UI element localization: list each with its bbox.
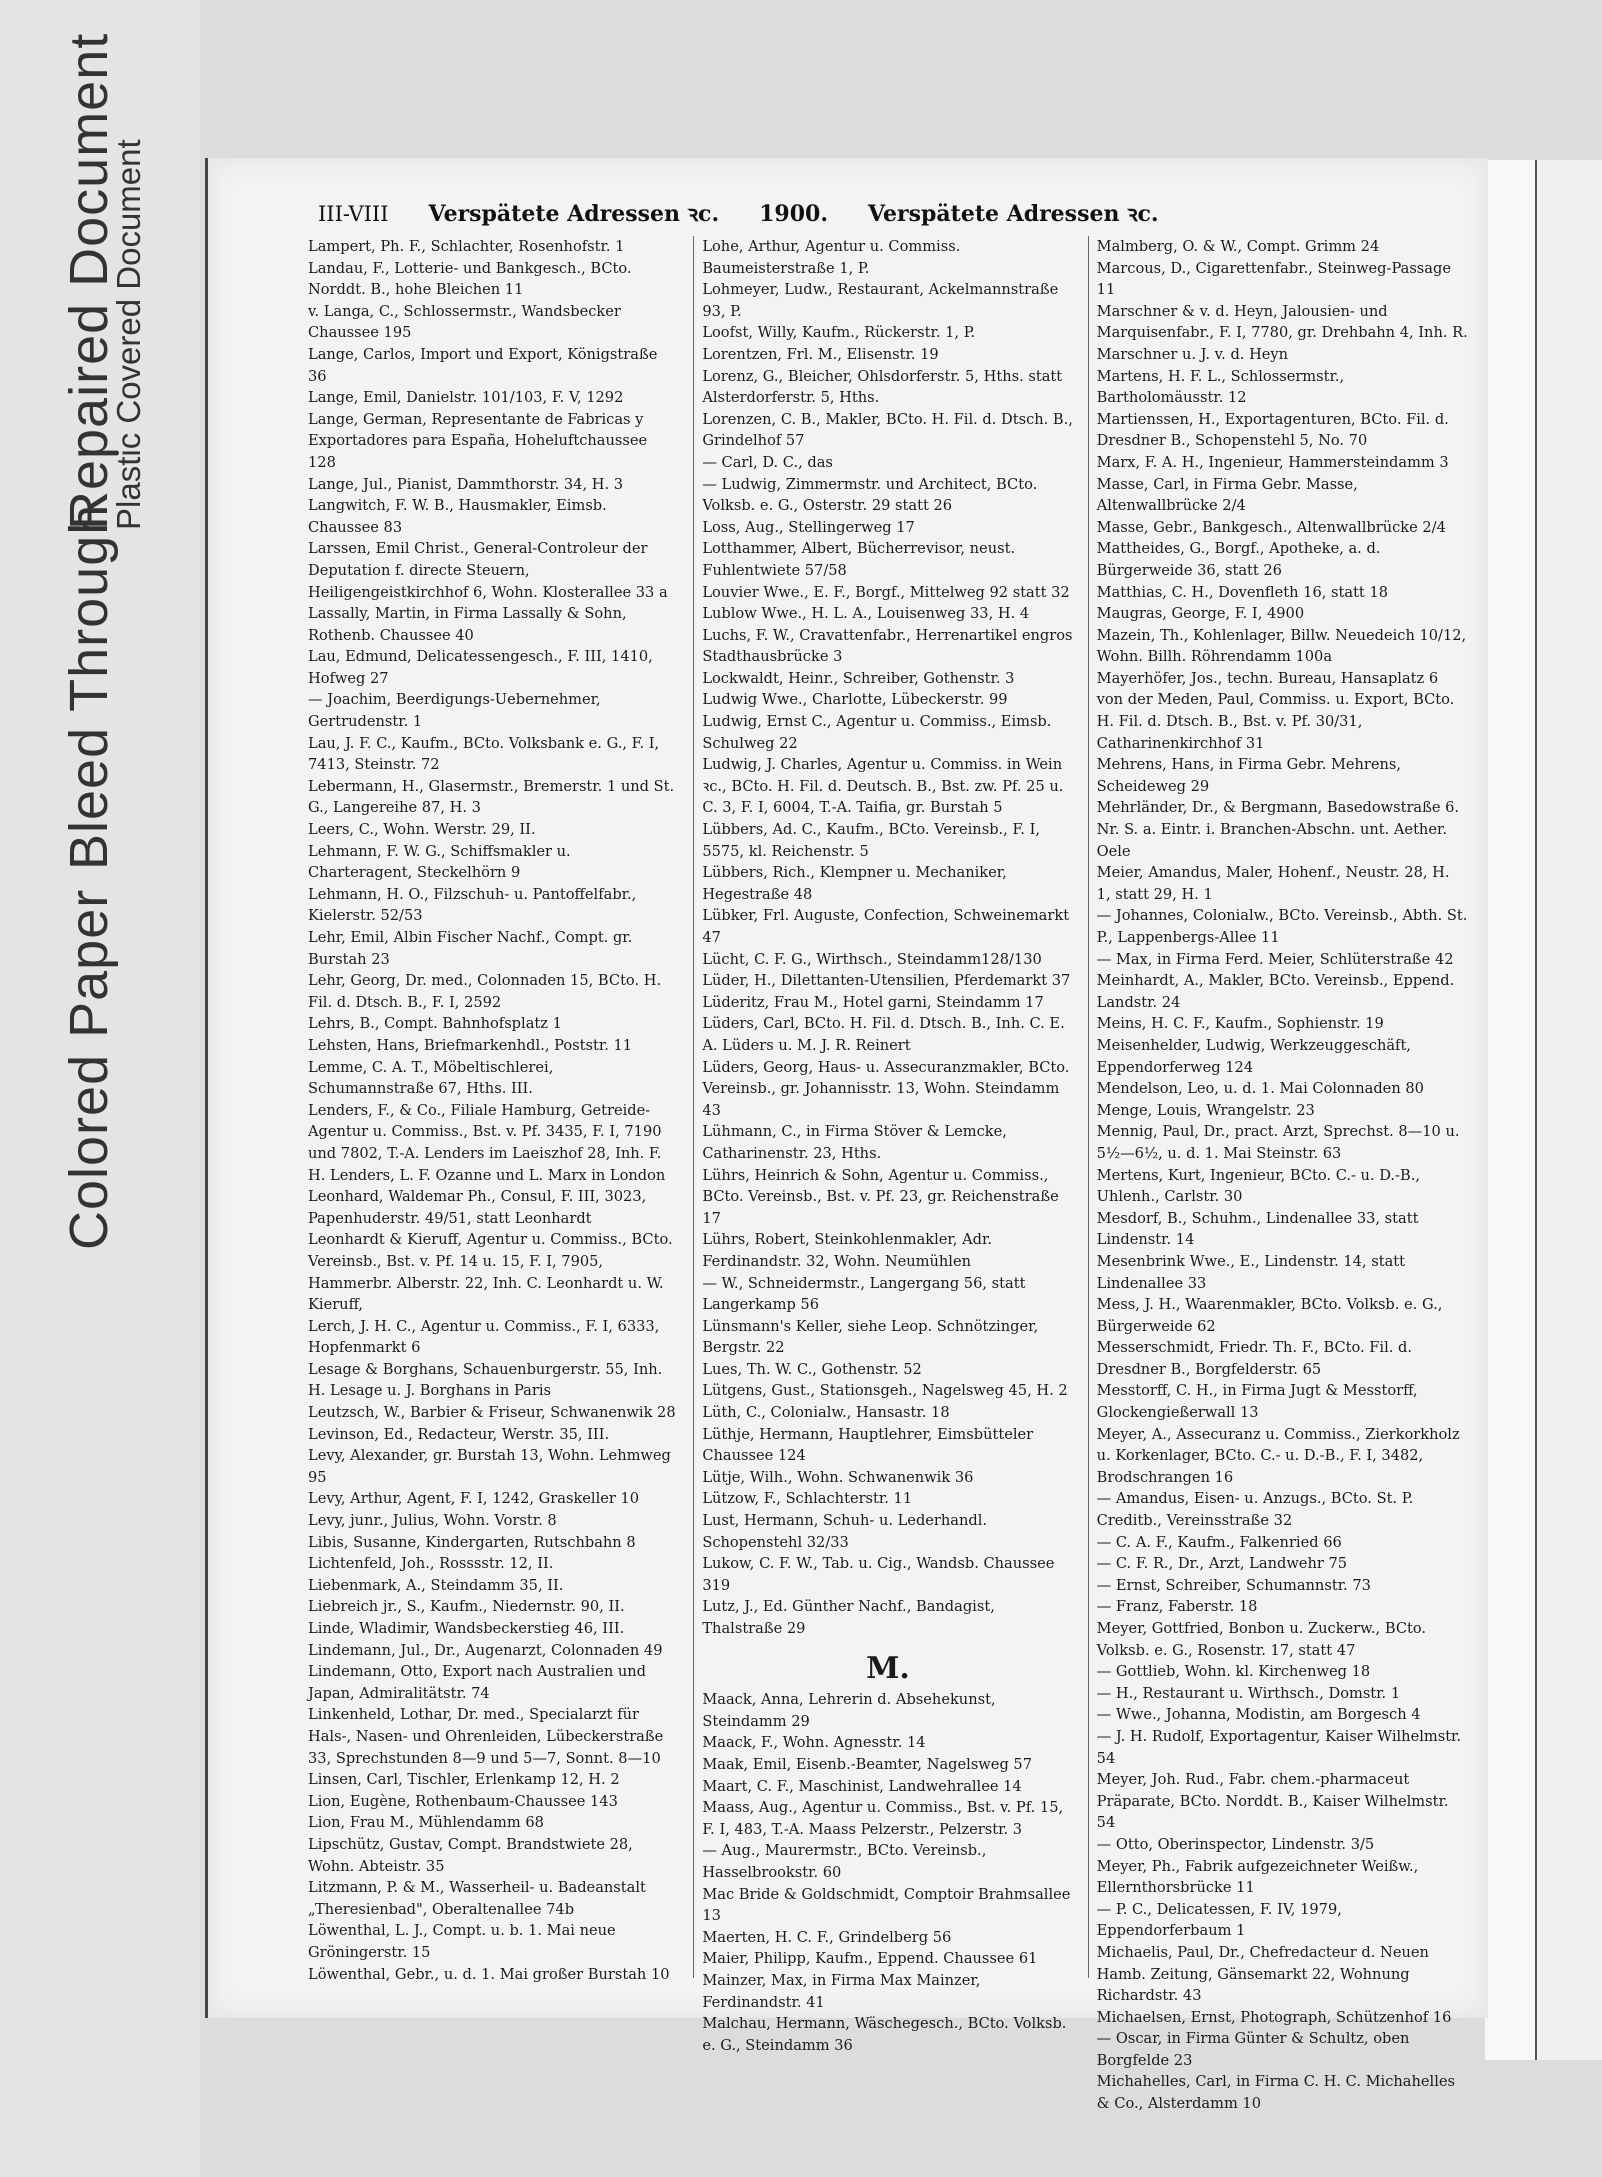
directory-entry: Menge, Louis, Wrangelstr. 23 [1096,1101,1315,1119]
directory-entry: Lorenzen, C. B., Makler, BCto. H. Fil. d. Dtsch. B., Grindelhof 57 [702,410,1073,450]
directory-entry: Lebermann, H., Glasermstr., Bremerstr. 1 und St. G., Langereihe 87, H. 3 [308,777,675,817]
header-left-title: Verspätete Adressen ꝛc. [428,201,720,227]
directory-entry: Marx, F. A. H., Ingenieur, Hammersteindamm 3 [1096,453,1449,471]
directory-entry: Lassally, Martin, in Firma Lassally & Sohn, Rothenb. Chaussee 40 [308,605,627,644]
directory-entry: Mertens, Kurt, Ingenieur, BCto. C.- u. D.-B., Uhlenh., Carlstr. 30 [1096,1166,1420,1206]
directory-entry: Ludwig, J. Charles, Agentur u. Commiss. in Wein ꝛc., BCto. H. Fil. d. Deutsch. B., Bst. zw. Pf. 25 u. C. 3, F. I, 6004, T.-A. Taifia, gr. Burstah 5 [702,756,1064,817]
directory-entry: Martienssen, H., Exportagenturen, BCto. Fil. d. Dresdner B., Schopenstehl 5, No. 70 [1096,410,1449,450]
directory-entry: — C. F. R., Dr., Arzt, Landwehr 75 [1096,1555,1348,1573]
directory-entry: Martens, H. F. L., Schlossermstr., Bartholomäusstr. 12 [1096,367,1345,407]
directory-entry: Mennig, Paul, Dr., pract. Arzt, Sprechst. 8—10 u. 5½—6½, u. d. 1. Mai Steinstr. 63 [1096,1123,1460,1162]
directory-entry: Lehr, Emil, Albin Fischer Nachf., Compt. gr. Burstah 23 [308,929,633,968]
directory-entry: Lütgens, Gust., Stationsgeh., Nagelsweg 45, H. 2 [702,1382,1068,1400]
directory-entry: — Aug., Maurermstr., BCto. Vereinsb., Hasselbrookstr. 60 [702,1842,987,1881]
directory-entry: Lehr, Georg, Dr. med., Colonnaden 15, BCto. H. Fil. d. Dtsch. B., F. I, 2592 [308,972,662,1011]
directory-entry: Lust, Hermann, Schuh- u. Lederhandl. Schopenstehl 32/33 [702,1512,988,1551]
directory-entry: — Joachim, Beerdigungs-Uebernehmer, Gertrudenstr. 1 [308,691,601,731]
directory-entry: Leonhard, Waldemar Ph., Consul, F. III, 3023, Papenhuderstr. 49/51, statt Leonhardt [308,1188,647,1227]
directory-entry: Lange, German, Representante de Fabricas y Exportadores para España, Hoheluftchaussee 128 [308,410,648,471]
directory-entry: Lützow, F., Schlachterstr. 11 [702,1490,913,1508]
directory-entry: Liebenmark, A., Steindamm 35, II. [308,1576,564,1594]
directory-entry: Lau, J. F. C., Kaufm., BCto. Volksbank e. G., F. I, 7413, Steinstr. 72 [308,734,660,774]
directory-entry: Mac Bride & Goldschmidt, Comptoir Brahmsallee 13 [702,1885,1071,1925]
directory-entry: Lüders, Carl, BCto. H. Fil. d. Dtsch. B., Inh. C. E. A. Lüders u. M. J. R. Reinert [702,1015,1065,1054]
directory-entry: Loss, Aug., Stellingerweg 17 [702,518,915,536]
directory-entry: Mayerhöfer, Jos., techn. Bureau, Hansaplatz 6 [1096,669,1439,687]
directory-entry: Marcous, D., Cigarettenfabr., Steinweg-Passage 11 [1096,259,1451,299]
directory-entry: Lübker, Frl. Auguste, Confection, Schweinemarkt 47 [702,907,1070,946]
columns [308,236,1468,2113]
directory-entry: Lübbers, Ad. C., Kaufm., BCto. Vereinsb., F. I, 5575, kl. Reichenstr. 5 [702,821,1040,860]
section-heading: M. [866,1650,910,1686]
directory-entry: Mazein, Th., Kohlenlager, Billw. Neuedeich 10/12, Wohn. Billh. Röhrendamm 100a [1096,626,1467,666]
directory-entry: Meins, H. C. F., Kaufm., Sophienstr. 19 [1096,1015,1384,1033]
directory-entry: Mattheides, G., Borgf., Apotheke, a. d. Bürgerweide 36, statt 26 [1096,540,1381,579]
directory-entry: — H., Restaurant u. Wirthsch., Domstr. 1 [1096,1684,1401,1702]
directory-entry: Löwenthal, L. J., Compt. u. b. 1. Mai neue Gröningerstr. 15 [308,1922,616,1961]
directory-entry: — J. H. Rudolf, Exportagentur, Kaiser Wilhelmstr. 54 [1096,1727,1462,1767]
directory-entry: — Otto, Oberinspector, Lindenstr. 3/5 [1096,1835,1375,1853]
directory-entry: Mainzer, Max, in Firma Max Mainzer, Ferdinandstr. 41 [702,1971,981,2011]
directory-entry: Lohmeyer, Ludw., Restaurant, Ackelmannstraße 93, P. [702,281,1059,320]
directory-entry: Loofst, Willy, Kaufm., Rückerstr. 1, P. [702,324,976,342]
directory-entry: Lüders, Georg, Haus- u. Assecuranzmakler, BCto. Vereinsb., gr. Johannisstr. 13, Wohn. Steindamm 43 [702,1058,1070,1119]
directory-entry: Mehrländer, Dr., & Bergmann, Basedowstraße 6. Nr. S. a. Eintr. i. Branchen-Abschn. unt. Aether. Oele [1096,799,1460,860]
directory-entry: Maack, Anna, Lehrerin d. Absehekunst, Steindamm 29 [702,1691,996,1730]
directory-entry: Mesenbrink Wwe., E., Lindenstr. 14, statt Lindenallee 33 [1096,1252,1406,1292]
directory-entry: Leonhardt & Kieruff, Agentur u. Commiss., BCto. Vereinsb., Bst. v. Pf. 14 u. 15, F. I, 7905, Hammerbr. Alberstr. 22, Inh. C. Leonhardt u. W. Kieruff, [308,1231,673,1314]
directory-entry: Maerten, H. C. F., Grindelberg 56 [702,1928,952,1946]
directory-entry: Lehsten, Hans, Briefmarkenhdl., Poststr. 11 [308,1036,633,1054]
directory-entry: Lange, Jul., Pianist, Dammthorstr. 34, H. 3 [308,475,624,493]
directory-entry: Lotthammer, Albert, Bücherrevisor, neust. Fuhlentwiete 57/58 [702,540,1016,579]
directory-entry: Maart, C. F., Maschinist, Landwehrallee 14 [702,1777,1022,1795]
directory-entry: Maack, F., Wohn. Agnesstr. 14 [702,1734,926,1752]
directory-entry: Lublow Wwe., H. L. A., Louisenweg 33, H. 4 [702,605,1030,623]
directory-entry: Louvier Wwe., E. F., Borgf., Mittelweg 92 statt 32 [702,583,1070,601]
directory-entry: Luchs, F. W., Cravattenfabr., Herrenartikel engros Stadthausbrücke 3 [702,626,1073,666]
directory-entry: — Ludwig, Zimmermstr. und Architect, BCto. Volksb. e. G., Osterstr. 29 statt 26 [702,475,1038,515]
column-2 [693,236,1073,2054]
directory-entry: Michaelis, Paul, Dr., Chefredacteur d. Neuen Hamb. Zeitung, Gänsemarkt 22, Wohnung Richardstr. 43 [1096,1943,1429,2005]
page-header [318,198,1458,230]
directory-entry: Leutzsch, W., Barbier & Friseur, Schwanenwik 28 [308,1404,676,1422]
label-repaired-document: Repaired Document [59,32,119,530]
directory-entry: Lütje, Wilh., Wohn. Schwanenwik 36 [702,1468,974,1486]
directory-entry: Langwitch, F. W. B., Hausmakler, Eimsb. Chaussee 83 [308,497,607,536]
directory-entry: — C. A. F., Kaufm., Falkenried 66 [1096,1533,1342,1551]
directory-entry: Lührs, Robert, Steinkohlenmakler, Adr. Ferdinandstr. 32, Wohn. Neumühlen [702,1231,992,1270]
directory-entry: — P. C., Delicatessen, F. IV, 1979, Eppendorferbaum 1 [1096,1900,1342,1940]
directory-entry: Lehrs, B., Compt. Bahnhofsplatz 1 [308,1015,562,1033]
directory-entry: — Carl, D. C., das [702,453,833,471]
header-right-title: Verspätete Adressen ꝛc. [868,201,1159,227]
directory-entry: Lenders, F., & Co., Filiale Hamburg, Getreide-Agentur u. Commiss., Bst. v. Pf. 3435, F. I, 7190 und 7802, T.-A. Lenders im Laeiszhof 28, Inh. F. H. Lenders, L. F. Ozanne und L. Marx in London [308,1101,666,1184]
directory-entry: Meisenhelder, Ludwig, Werkzeuggeschäft, Eppendorferweg 124 [1096,1036,1411,1076]
directory-entry: Meyer, Joh. Rud., Fabr. chem.-pharmaceut Präparate, BCto. Norddt. B., Kaiser Wilhelmstr. 54 [1096,1771,1449,1832]
directory-entry: Matthias, C. H., Dovenfleth 16, statt 18 [1096,583,1389,601]
directory-entry: Lampert, Ph. F., Schlachter, Rosenhofstr. 1 [308,238,625,255]
directory-entry: Lücht, C. F. G., Wirthsch., Steindamm128/130 [702,950,1042,968]
directory-entry: — W., Schneidermstr., Langergang 56, statt Langerkamp 56 [702,1274,1026,1314]
directory-entry: — Franz, Faberstr. 18 [1096,1598,1258,1616]
directory-entry: Masse, Gebr., Bankgesch., Altenwallbrücke 2/4 [1096,518,1446,536]
directory-entry: Lockwaldt, Heinr., Schreiber, Gothenstr. 3 [702,669,1015,687]
directory-entry: Lipschütz, Gustav, Compt. Brandstwiete 28, Wohn. Abteistr. 35 [308,1835,633,1875]
directory-entry: Masse, Carl, in Firma Gebr. Masse, Altenwallbrücke 2/4 [1096,475,1358,515]
directory-entry: Lübbers, Rich., Klempner u. Mechaniker, Hegestraße 48 [702,864,1007,903]
directory-entry: Lüthje, Hermann, Hauptlehrer, Eimsbütteler Chaussee 124 [702,1425,1034,1465]
directory-entry: — Amandus, Eisen- u. Anzugs., BCto. St. P. Creditb., Vereinsstraße 32 [1096,1490,1414,1530]
directory-entry: Lange, Carlos, Import und Export, Königstraße 36 [308,345,658,385]
directory-entry: Litzmann, P. & M., Wasserheil- u. Badeanstalt „Theresienbad", Oberaltenallee 74b [308,1879,646,1918]
directory-entry: Lange, Emil, Danielstr. 101/103, F. V, 1292 [308,389,624,407]
directory-entry: — Johannes, Colonialw., BCto. Vereinsb., Abth. St. P., Lappenbergs-Allee 11 [1096,907,1468,946]
directory-entry: — Oscar, in Firma Günter & Schultz, oben Borgfelde 23 [1096,2030,1410,2069]
directory-entry: Lühmann, C., in Firma Stöver & Lemcke, Catharinenstr. 23, Hths. [702,1123,1007,1162]
directory-entry: Lüth, C., Colonialw., Hansastr. 18 [702,1404,950,1422]
page-number: III-VIII [318,202,389,226]
directory-entry: Lorentzen, Frl. M., Elisenstr. 19 [702,345,939,363]
column-1 [308,236,679,1983]
directory-entry: Maier, Philipp, Kaufm., Eppend. Chaussee 61 [702,1950,1038,1968]
directory-entry: Mehrens, Hans, in Firma Gebr. Mehrens, Scheideweg 29 [1096,756,1402,795]
directory-entry: von der Meden, Paul, Commiss. u. Export, BCto. H. Fil. d. Dtsch. B., Bst. v. Pf. 30/31, Catharinenkirchhof 31 [1096,691,1455,752]
directory-entry: v. Langa, C., Schlossermstr., Wandsbecker Chaussee 195 [308,302,621,342]
directory-entry: Michaelsen, Ernst, Photograph, Schützenhof 16 [1096,2008,1452,2026]
directory-entry: Levy, Alexander, gr. Burstah 13, Wohn. Lehmweg 95 [308,1447,671,1486]
directory-entry: Lünsmann's Keller, siehe Leop. Schnötzinger, Bergstr. 22 [702,1317,1039,1357]
directory-entry: Levy, Arthur, Agent, F. I, 1242, Graskeller 10 [308,1490,640,1508]
directory-entry: Lemme, C. A. T., Möbeltischlerei, Schumannstraße 67, Hths. III. [308,1058,554,1098]
directory-entry: Lues, Th. W. C., Gothenstr. 52 [702,1360,922,1378]
directory-entry: Linsen, Carl, Tischler, Erlenkamp 12, H. 2 [308,1771,620,1789]
directory-entry: Lüderitz, Frau M., Hotel garni, Steindamm 17 [702,993,1044,1011]
directory-entry: Linkenheld, Lothar, Dr. med., Specialarzt für Hals-, Nasen- und Ohrenleiden, Lübeckerstraße 33, Sprechstunden 8—9 und 5—7, Sonnt. 8—10 [308,1706,664,1767]
label-plastic-covered-document: Plastic Covered Document [110,139,147,530]
directory-entry: Meyer, Gottfried, Bonbon u. Zuckerw., BCto. Volksb. e. G., Rosenstr. 17, statt 47 [1096,1620,1427,1659]
directory-entry: Messerschmidt, Friedr. Th. F., BCto. Fil. d. Dresdner B., Borgfelderstr. 65 [1096,1339,1413,1378]
header-year: 1900. [759,201,828,227]
label-bleed-through: Bleed Through [59,503,119,870]
directory-entry: Levinson, Ed., Redacteur, Werstr. 35, III. [308,1425,610,1443]
directory-entry: Lichtenfeld, Joh., Rosssstr. 12, II. [308,1555,554,1573]
directory-entry: Marschner & v. d. Heyn, Jalousien- und Marquisenfabr., F. I, 7780, gr. Drehbahn 4, Inh. R. Marschner u. J. v. d. Heyn [1096,302,1468,363]
directory-entry: Libis, Susanne, Kindergarten, Rutschbahn 8 [308,1533,636,1551]
side-banner [0,0,200,2177]
directory-entry: Linde, Wladimir, Wandsbeckerstieg 46, III. [308,1620,625,1637]
directory-entry: Lehmann, H. O., Filzschuh- u. Pantoffelfabr., Kielerstr. 52/53 [308,885,637,925]
directory-entry: Mendelson, Leo, u. d. 1. Mai Colonnaden 80 [1096,1080,1424,1098]
directory-entry: — Gottlieb, Wohn. kl. Kirchenweg 18 [1096,1663,1371,1681]
directory-entry: Lion, Frau M., Mühlendamm 68 [308,1814,544,1832]
directory-entry: — Wwe., Johanna, Modistin, am Borgesch 4 [1096,1706,1421,1724]
directory-entry: Lukow, C. F. W., Tab. u. Cig., Wandsb. Chaussee 319 [702,1555,1055,1594]
directory-entry: Meyer, A., Assecuranz u. Commiss., Zierkorkholz u. Korkenlager, BCto. C.- u. D.-B., F. I, 3482, Brodschrangen 16 [1096,1425,1460,1486]
directory-entry: Meyer, Ph., Fabrik aufgezeichneter Weißw., Ellernthorsbrücke 11 [1096,1857,1419,1897]
directory-entry: Mess, J. H., Waarenmakler, BCto. Volksb. e. G., Bürgerweide 62 [1096,1296,1443,1335]
directory-entry: Lion, Eugène, Rothenbaum-Chaussee 143 [308,1792,618,1810]
directory-entry: — Max, in Firma Ferd. Meier, Schlüterstraße 42 [1096,950,1454,968]
directory-entry: Löwenthal, Gebr., u. d. 1. Mai großer Burstah 10 [308,1965,670,1983]
directory-entry: Meinhardt, A., Makler, BCto. Vereinsb., Eppend. Landstr. 24 [1096,972,1455,1011]
directory-entry: Lohe, Arthur, Agentur u. Commiss. Baumeisterstraße 1, P. [702,238,961,277]
directory-entry: Meier, Amandus, Maler, Hohenf., Neustr. 28, H. 1, statt 29, H. 1 [1096,864,1450,903]
binding-strip [1535,160,1602,2060]
directory-entry: Messtorff, C. H., in Firma Jugt & Messtorff, Glockengießerwall 13 [1096,1382,1418,1422]
directory-entry: Michahelles, Carl, in Firma C. H. C. Michahelles & Co., Alsterdamm 10 [1096,2073,1455,2113]
directory-entry: Lehmann, F. W. G., Schiffsmakler u. Charteragent, Steckelhörn 9 [308,842,571,882]
directory-entry: Maugras, George, F. I, 4900 [1096,605,1305,623]
directory-entry: Maak, Emil, Eisenb.-Beamter, Nagelsweg 57 [702,1755,1032,1773]
directory-entry: — Ernst, Schreiber, Schumannstr. 73 [1096,1576,1371,1594]
directory-entry: Lührs, Heinrich & Sohn, Agentur u. Commiss., BCto. Vereinsb., Bst. v. Pf. 23, gr. Reichenstraße 17 [702,1166,1059,1227]
directory-entry: Levy, junr., Julius, Wohn. Vorstr. 8 [308,1512,557,1530]
directory-entry: Lau, Edmund, Delicatessengesch., F. III, 1410, Hofweg 27 [308,648,653,687]
directory-page [205,158,1488,2113]
directory-entry: Lutz, J., Ed. Günther Nachf., Bandagist, Thalstraße 29 [702,1598,995,1637]
directory-entry: Malchau, Hermann, Wäschegesch., BCto. Volksb. e. G., Steindamm 36 [702,2015,1067,2054]
directory-entry: Lerch, J. H. C., Agentur u. Commiss., F. I, 6333, Hopfenmarkt 6 [308,1317,660,1357]
directory-entry: Lindemann, Otto, Export nach Australien und Japan, Admiralitätstr. 74 [308,1663,647,1702]
label-colored-paper: Colored Paper [59,888,119,1250]
directory-entry: Lindemann, Jul., Dr., Augenarzt, Colonnaden 49 [308,1641,663,1659]
directory-entry: Lüder, H., Dilettanten-Utensilien, Pferdemarkt 37 [702,972,1071,990]
directory-entry: Landau, F., Lotterie- und Bankgesch., BCto. Norddt. B., hohe Bleichen 11 [308,259,632,299]
directory-entry: Ludwig, Ernst C., Agentur u. Commiss., Eimsb. Schulweg 22 [702,713,1052,752]
directory-entry: Leers, C., Wohn. Werstr. 29, II. [308,821,536,839]
directory-entry: Maass, Aug., Agentur u. Commiss., Bst. v. Pf. 15, F. I, 483, T.-A. Maass Pelzerstr., Pelzerstr. 3 [702,1799,1064,1838]
directory-entry: Larssen, Emil Christ., General-Controleur der Deputation f. directe Steuern, Heiligengeistkirchhof 6, Wohn. Klosterallee 33 a [308,540,668,601]
page-edge [1485,160,1535,2060]
directory-entry: Liebreich jr., S., Kaufm., Niedernstr. 90, II. [308,1598,625,1616]
directory-entry: Malmberg, O. & W., Compt. Grimm 24 [1096,238,1380,255]
directory-entry: Ludwig Wwe., Charlotte, Lübeckerstr. 99 [702,691,1008,709]
directory-entry: Lesage & Borghans, Schauenburgerstr. 55, Inh. H. Lesage u. J. Borghans in Paris [308,1360,663,1400]
directory-entry: Mesdorf, B., Schuhm., Lindenallee 33, statt Lindenstr. 14 [1096,1209,1419,1249]
column-3 [1088,236,1468,2113]
directory-entry: Lorenz, G., Bleicher, Ohlsdorferstr. 5, Hths. statt Alsterdorferstr. 5, Hths. [702,367,1063,407]
